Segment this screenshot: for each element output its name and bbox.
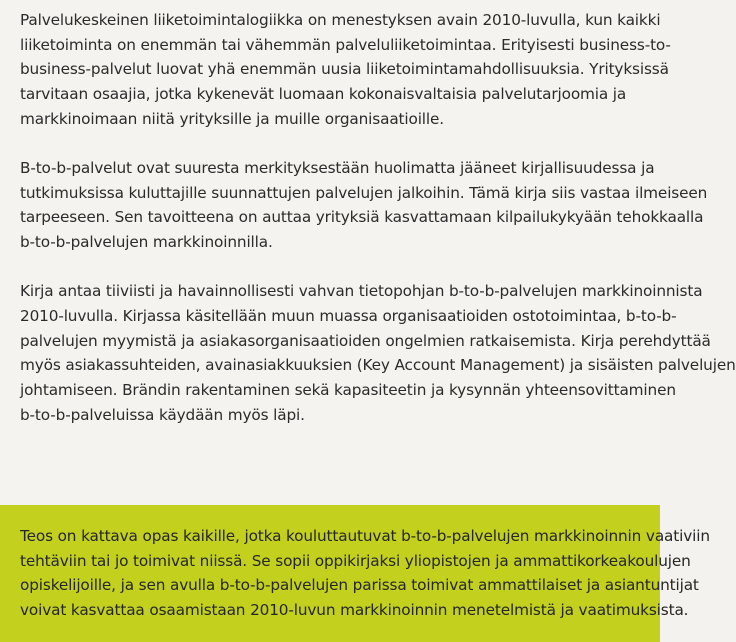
text-line: tutkimuksissa kuluttajille suunnattujen palvelujen jalkoihin. Tämä kirja siis vastaa ilmeiseen <box>20 183 708 202</box>
text-line: B-to-b-palvelut ovat suuresta merkityksestään huolimatta jääneet kirjallisuudessa ja <box>20 159 655 178</box>
text-line: liiketoiminta on enemmän tai vähemmän palveluliiketoimintaa. Erityisesti business-to- <box>20 35 671 54</box>
body-text <box>20 8 736 428</box>
paragraph-purpose <box>20 156 708 255</box>
paragraph-intro <box>20 8 671 132</box>
text-line: 2010-luvulla. Kirjassa käsitellään muun muassa organisaatioiden ostotoimintaa, b-to-b- <box>20 307 677 326</box>
text-line: palvelujen myymistä ja asiakasorganisaatioiden ongelmien ratkaisemista. Kirja perehdyttää <box>20 331 711 350</box>
text-line: b-to-b-palvelujen markkinoinnilla. <box>20 233 273 252</box>
text-line: Teos on kattava opas kaikille, jotka kouluttautuvat b-to-b-palvelujen markkinoinnin vaativiin <box>20 527 710 545</box>
paragraph-contents <box>20 279 736 427</box>
text-line: johtamiseen. Brändin rakentaminen sekä kapasiteetin ja kysynnän yhteensovittaminen <box>20 381 676 400</box>
text-line: tehtäviin tai jo toimivat niissä. Se sopii oppikirjaksi yliopistojen ja ammattikorkeakoulujen <box>20 551 691 570</box>
text-line: tarvitaan osaajia, jotka kykenevät luomaan kokonaisvaltaisia palvelutarjoomia ja <box>20 85 627 104</box>
text-line: business-palvelut luovat yhä enemmän uusia liiketoimintamahdollisuuksia. Yrityksissä <box>20 60 669 79</box>
text-line: markkinoimaan niitä yrityksille ja muille organisaatioille. <box>20 109 444 128</box>
text-line: myös asiakassuhteiden, avainasiakkuuksien (Key Account Management) ja sisäisten palvelujen <box>20 356 736 375</box>
text-line: opiskelijoille, ja sen avulla b-to-b-palvelujen parissa toimivat ammattilaiset ja asiantuntijat <box>20 576 699 595</box>
callout-paragraph <box>20 524 710 622</box>
text-line: Palvelukeskeinen liiketoimintalogiikka on menestyksen avain 2010-luvulla, kun kaikki <box>20 11 661 29</box>
text-line: tarpeeseen. Sen tavoitteena on auttaa yrityksiä kasvattamaan kilpailukykyään tehokkaalla <box>20 208 704 227</box>
text-line: b-to-b-palveluissa käydään myös läpi. <box>20 405 305 424</box>
text-line: Kirja antaa tiiviisti ja havainnollisesti vahvan tietopohjan b-to-b-palvelujen markkinoinnista <box>20 282 703 301</box>
audience-callout-box <box>0 505 710 642</box>
text-line: voivat kasvattaa osaamistaan 2010-luvun markkinoinnin menetelmistä ja vaatimuksista. <box>20 600 689 619</box>
